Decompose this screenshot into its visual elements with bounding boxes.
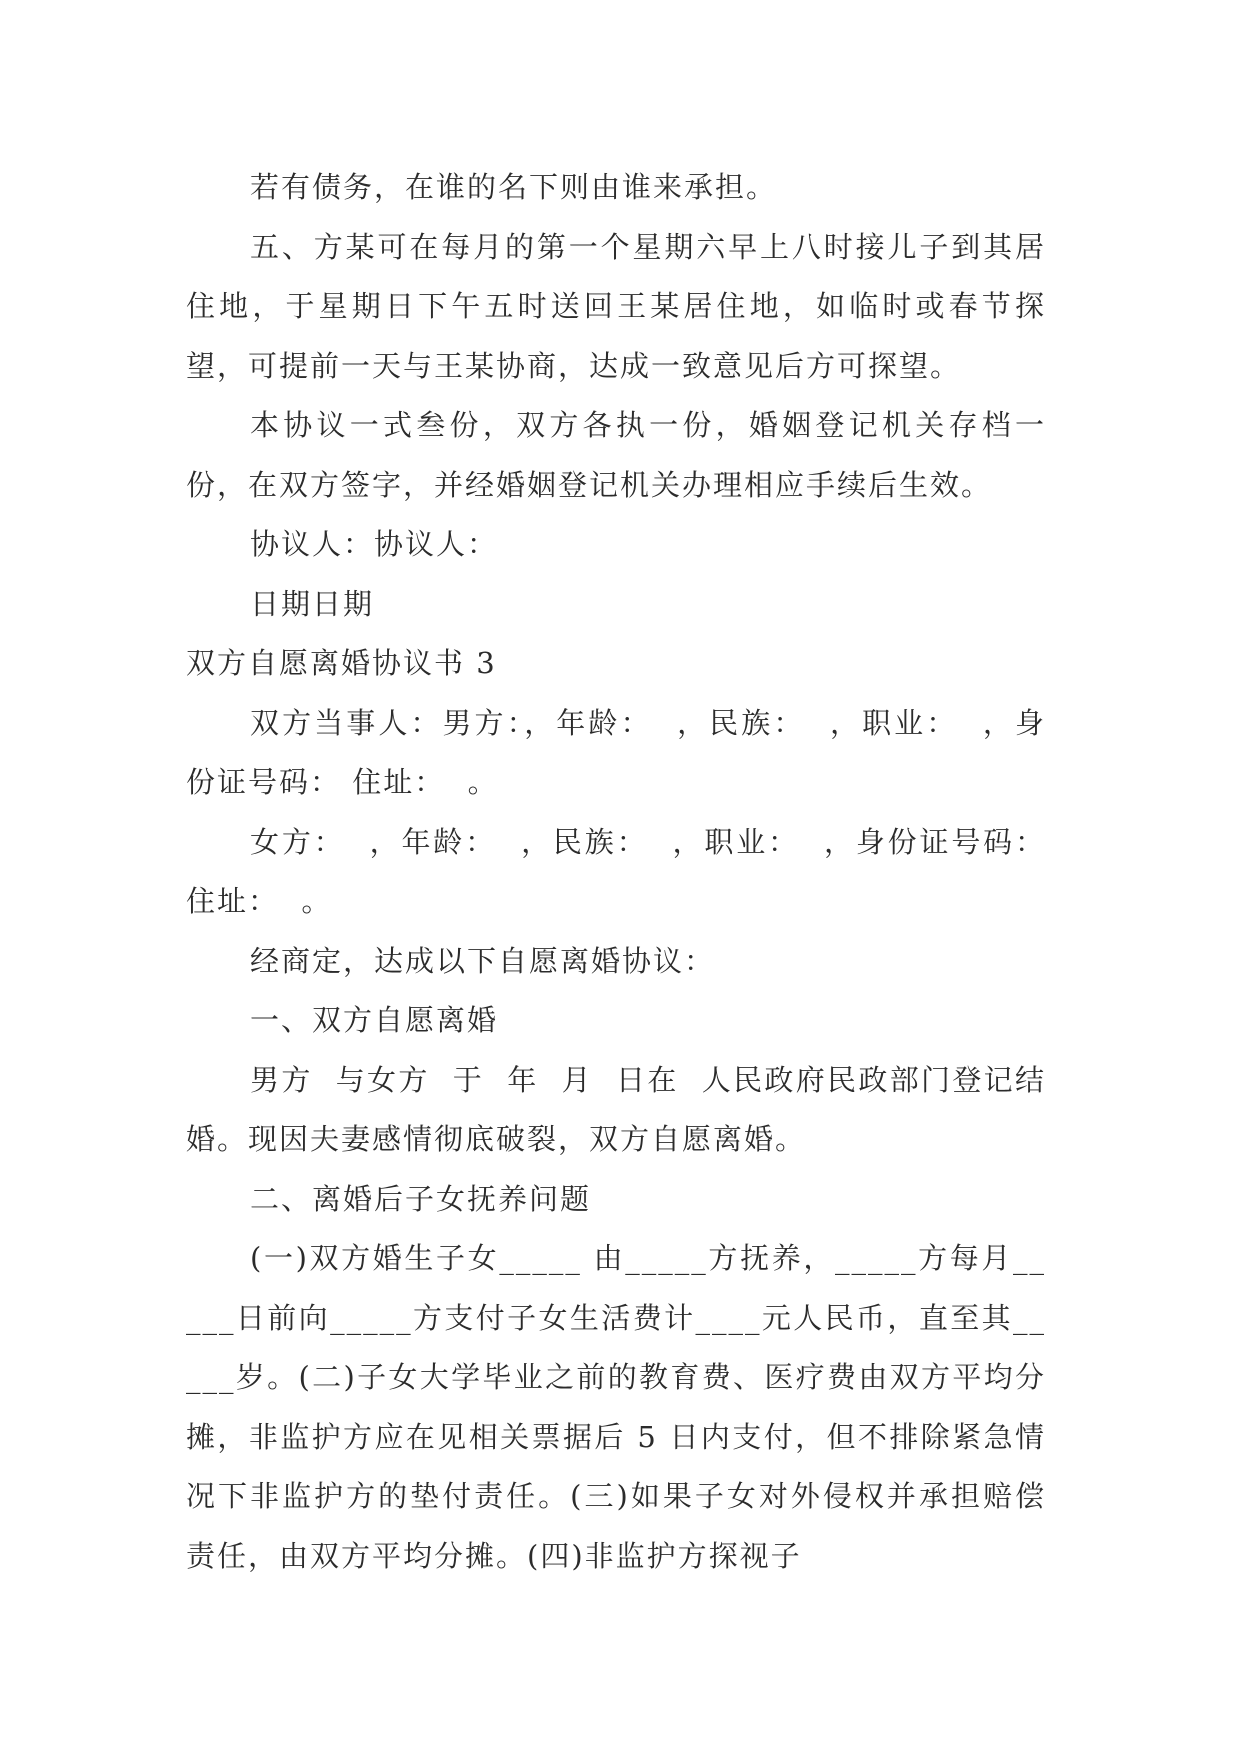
paragraph-item-two-heading: 二、离婚后子女抚养问题 bbox=[250, 1181, 592, 1216]
paragraph-agreement-intro: 经商定，达成以下自愿离婚协议： bbox=[250, 943, 716, 978]
paragraph-parties-female: 女方： ，年龄： ，民族： ，职业： ，身份证号码：住址： 。 bbox=[186, 824, 1046, 918]
paragraph-item-one-heading: 一、双方自愿离婚 bbox=[250, 1003, 499, 1037]
paragraph-dates: 日期日期 bbox=[250, 586, 375, 621]
paragraph-signatories: 协议人：协议人： bbox=[250, 527, 499, 561]
document-body bbox=[186, 158, 1046, 1586]
paragraph-marriage-registration: 男方 与女方 于 年 月 日在 人民政府民政部门登记结婚。现因夫妻感情彻底破裂，双方自愿离婚。 bbox=[186, 1062, 1046, 1156]
paragraph-child-support: (一)双方婚生子女_____ 由_____方抚养，_____方每月_____日前向_____方支付子女生活费计____元人民币，直至其_____岁。(二)子女大学毕业之前的教育费、医疗费由双方平均分摊，非监护方应在见相关票据后 5 日内支付，但不排除紧急情况下非监护方的垫付责任。(三)如果子女对外侵权并承担赔偿责任，由双方平均分摊。(四)非监护方探视子 bbox=[186, 1241, 1046, 1573]
paragraph-parties-male: 双方当事人：男方：，年龄： ，民族： ，职业： ，身份证号码： 住址： 。 bbox=[186, 705, 1046, 799]
section-title: 双方自愿离婚协议书 3 bbox=[186, 646, 497, 680]
paragraph-debt: 若有债务，在谁的名下则由谁来承担。 bbox=[250, 170, 778, 204]
paragraph-copies: 本协议一式叁份，双方各执一份，婚姻登记机关存档一份，在双方签字，并经婚姻登记机关办理相应手续后生效。 bbox=[186, 408, 1046, 502]
paragraph-clause-five: 五、方某可在每月的第一个星期六早上八时接儿子到其居住地，于星期日下午五时送回王某居住地，如临时或春节探望，可提前一天与王某协商，达成一致意见后方可探望。 bbox=[186, 229, 1046, 383]
